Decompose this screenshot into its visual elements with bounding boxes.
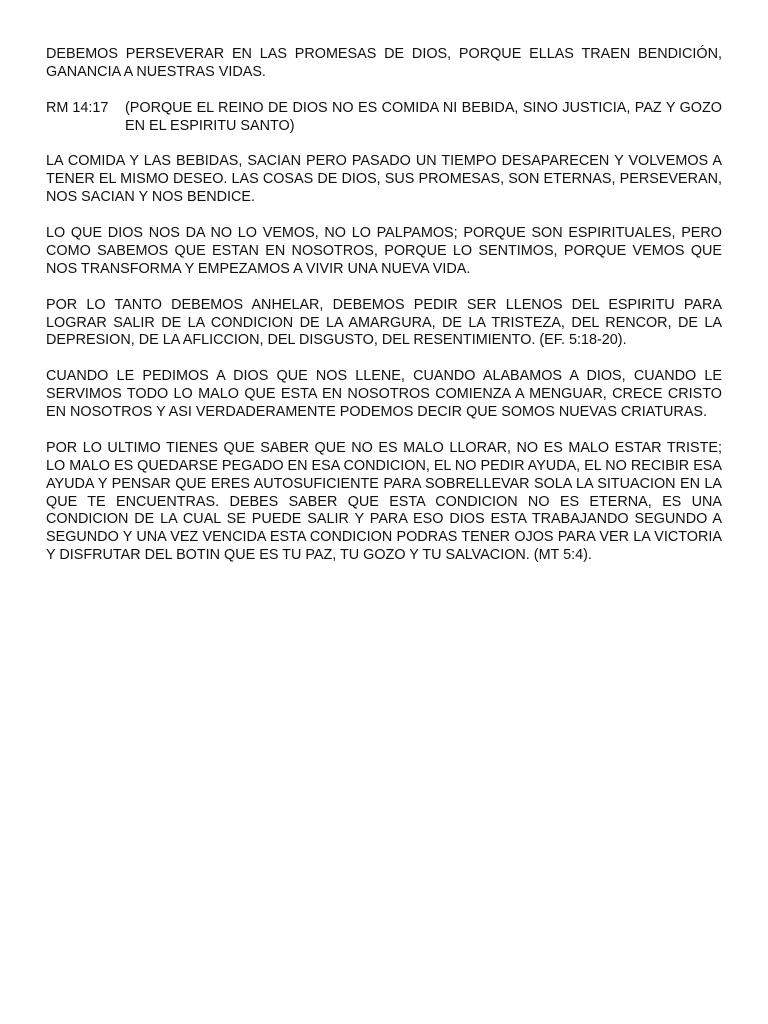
paragraph-new-creatures: CUANDO LE PEDIMOS A DIOS QUE NOS LLENE, CUANDO ALABAMOS A DIOS, CUANDO LE SERVIMOS TODO LO MALO QUE ESTA EN NOSOTROS COMIENZA A MENGUAR, CRECE CRISTO EN NOSOTROS Y ASI VERDADERAMENTE PODEMOS DECIR QUE SOMOS NUEVAS CRIATURAS. <box>46 368 722 421</box>
document-page <box>46 46 722 583</box>
scripture-reference-text: (PORQUE EL REINO DE DIOS NO ES COMIDA NI BEBIDA, SINO JUSTICIA, PAZ Y GOZO EN EL ESPIRITU SANTO) <box>125 99 722 134</box>
paragraph-persevere: DEBEMOS PERSEVERAR EN LAS PROMESAS DE DIOS, PORQUE ELLAS TRAEN BENDICIÓN, GANANCIA A NUESTRAS VIDAS. <box>46 46 722 80</box>
paragraph-conclusion: POR LO ULTIMO TIENES QUE SABER QUE NO ES MALO LLORAR, NO ES MALO ESTAR TRISTE; LO MALO ES QUEDARSE PEGADO EN ESA CONDICION, EL NO PEDIR AYUDA, EL NO RECIBIR ESA AYUDA Y PENSAR QUE ERES AUTOSUFICIENTE PARA SOBRELLEVAR SOLA LA SITUACION EN LA QUE TE ENCUENTRAS. DEBES SABER QUE ESTA CONDICION NO ES ETERNA, ES UNA CONDICION DE LA CUAL SE PUEDE SALIR Y PARA ESO DIOS ESTA TRABAJANDO SEGUNDO A SEGUNDO Y UNA VEZ VENCIDA ESTA CONDICION PODRAS TENER OJOS PARA VER LA VICTORIA Y DISFRUTAR DEL BOTIN QUE ES TU PAZ, TU GOZO Y TU SALVACION. (MT 5:4). <box>46 439 722 564</box>
paragraph-food-and-drink: LA COMIDA Y LAS BEBIDAS, SACIAN PERO PASADO UN TIEMPO DESAPARECEN Y VOLVEMOS A TENER EL MISMO DESEO. LAS COSAS DE DIOS, SUS PROMESAS, SON ETERNAS, PERSEVERAN, NOS SACIAN Y NOS BENDICE. <box>46 153 722 206</box>
paragraph-spiritual-gifts: LO QUE DIOS NOS DA NO LO VEMOS, NO LO PALPAMOS; PORQUE SON ESPIRITUALES, PERO COMO SABEMOS QUE ESTAN EN NOSOTROS, PORQUE LO SENTIMOS, PORQUE VEMOS QUE NOS TRANSFORMA Y EMPEZAMOS A VIVIR UNA NUEVA VIDA. <box>46 225 722 277</box>
paragraph-filled-with-spirit: POR LO TANTO DEBEMOS ANHELAR, DEBEMOS PEDIR SER LLENOS DEL ESPIRITU PARA LOGRAR SALIR DE LA CONDICION DE LA AMARGURA, DE LA TRISTEZA, DEL RENCOR, DE LA DEPRESION, DE LA AFLICCION, DEL DISGUSTO, DEL RESENTIMIENTO. (EF. 5:18-20). <box>46 296 722 349</box>
scripture-reference-label: RM 14:17 <box>46 99 109 116</box>
scripture-reference <box>46 100 722 136</box>
